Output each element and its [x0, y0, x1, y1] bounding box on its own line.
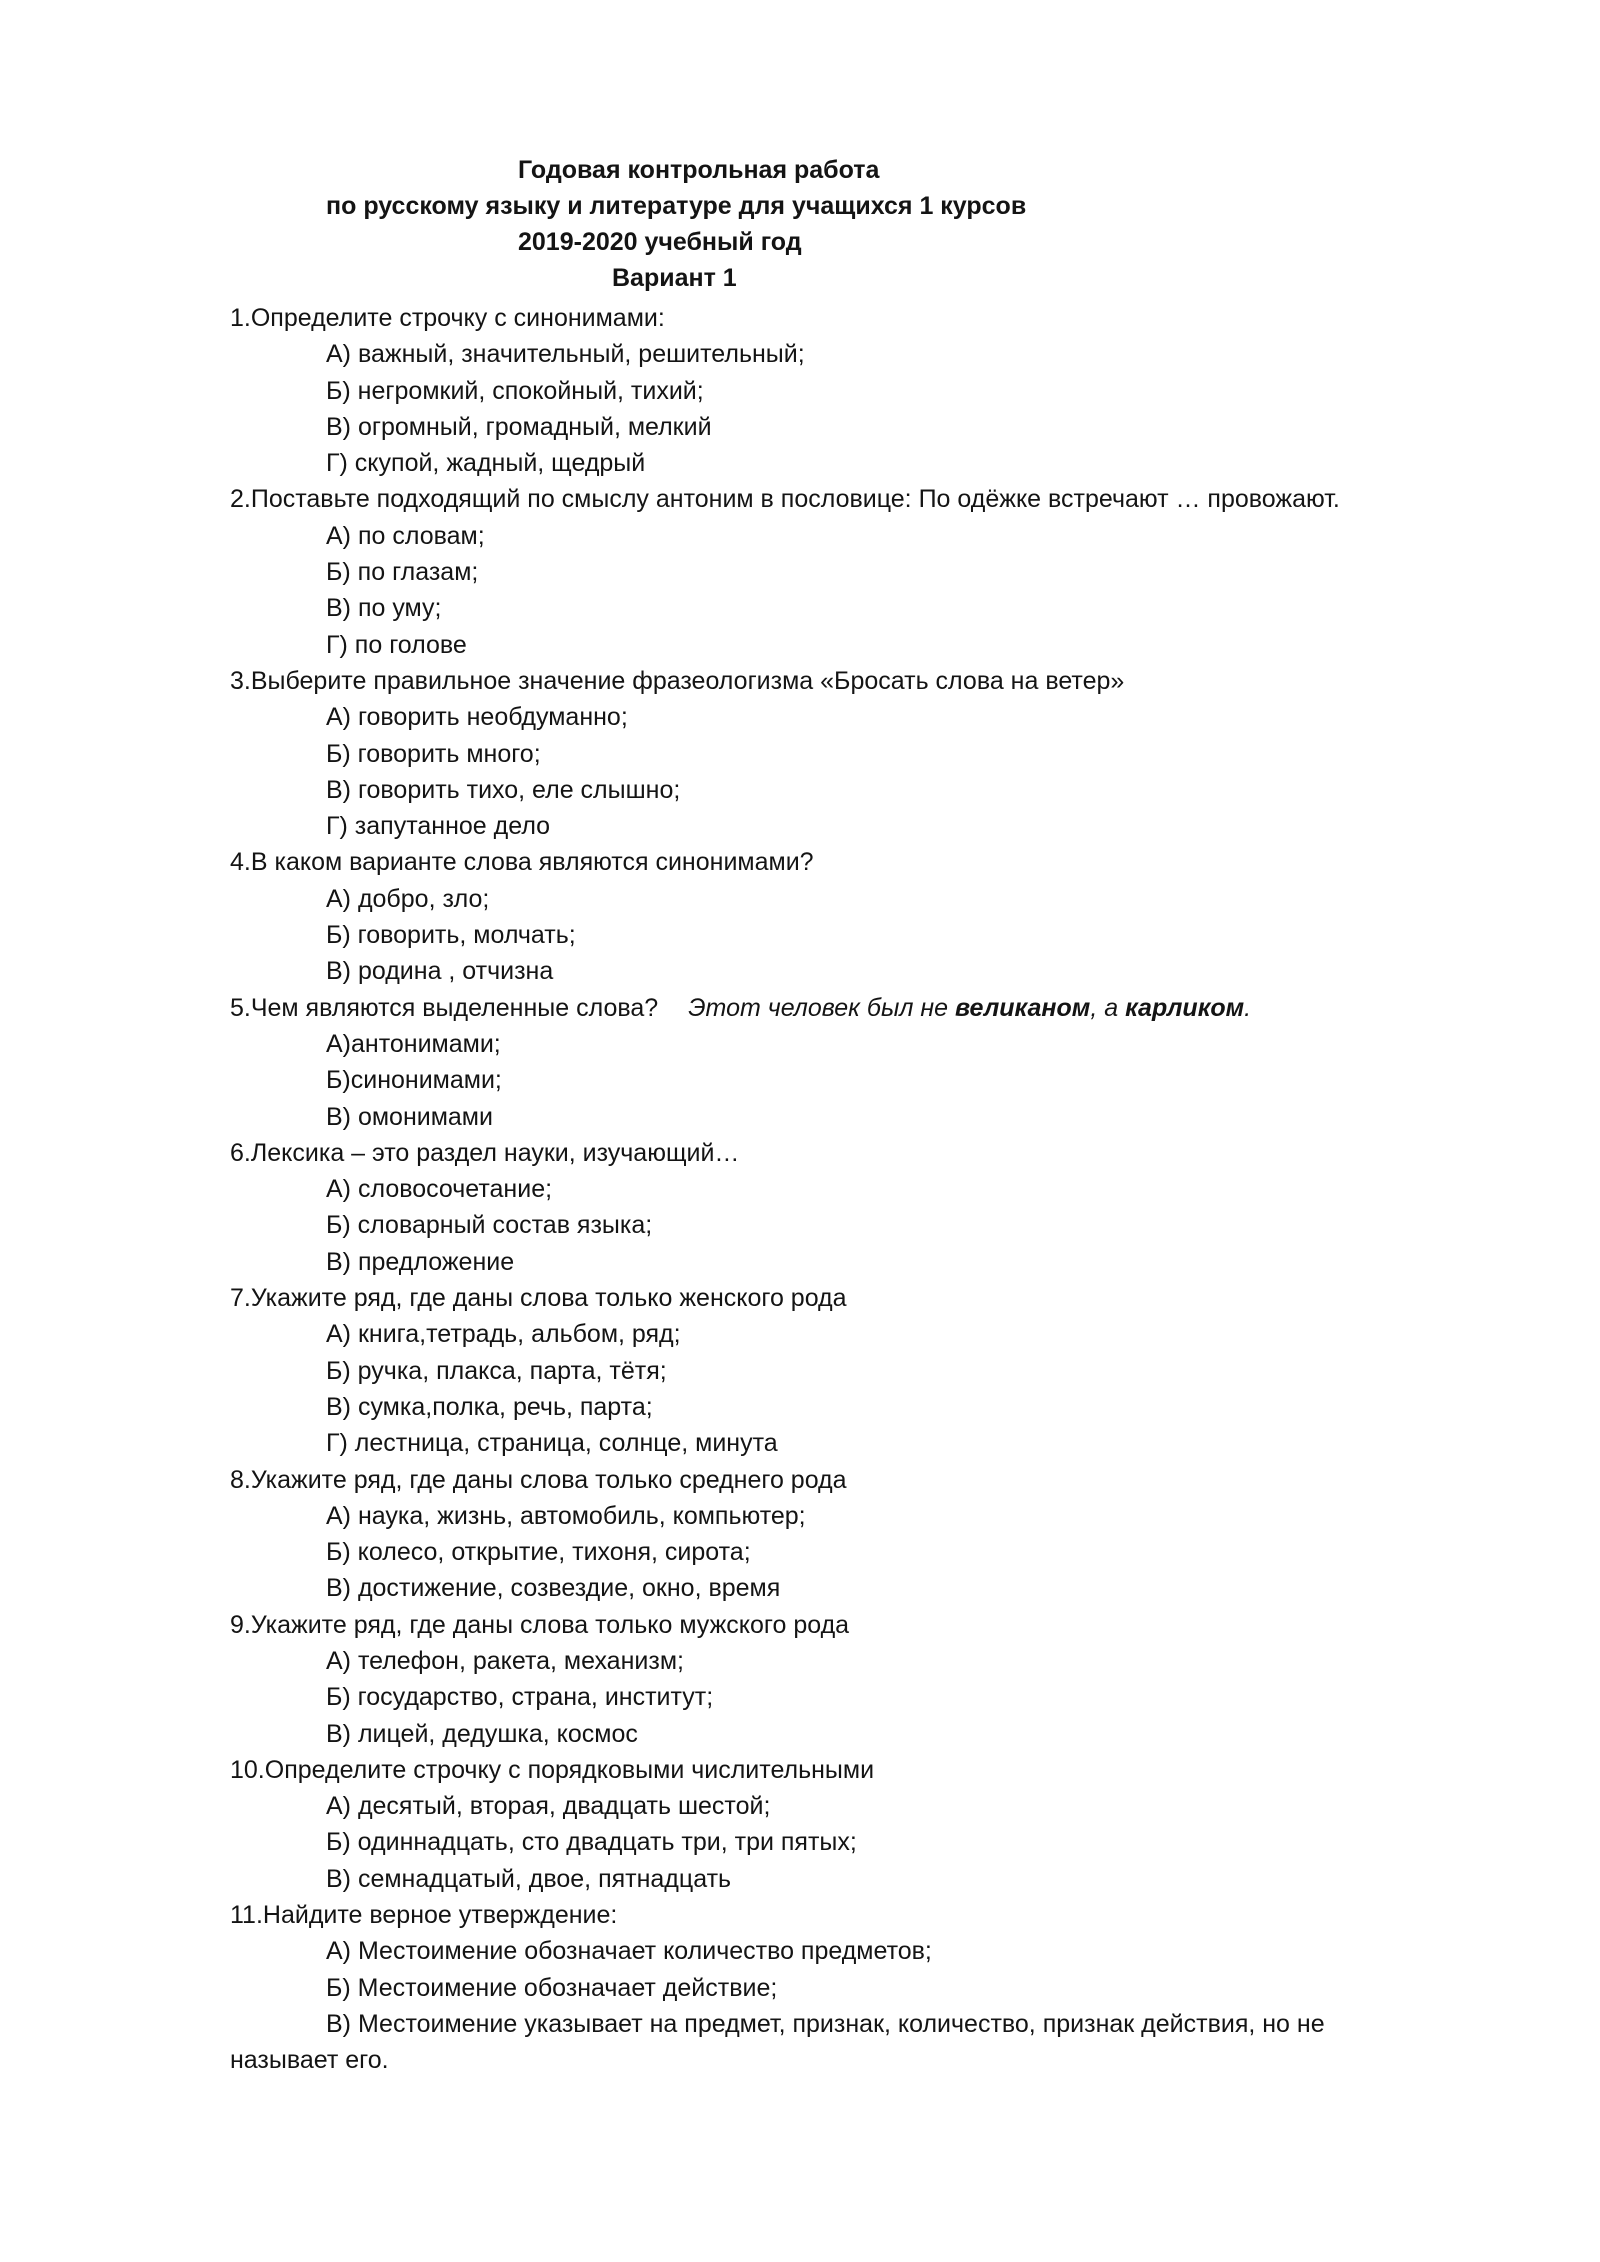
question-text: 4.В каком варианте слова являются синонимами? — [230, 848, 814, 877]
answer-option: Г) запутанное дело — [326, 812, 551, 841]
answer-option: Б) говорить, молчать; — [326, 921, 576, 950]
answer-option: А) Местоимение обозначает количество предметов; — [326, 1937, 932, 1966]
question-line — [230, 300, 1460, 336]
question-text: 1.Определите строчку с синонимами: — [230, 304, 665, 332]
answer-option: А) по словам; — [326, 521, 485, 550]
answer-option: Б) одиннадцать, сто двадцать три, три пятых; — [326, 1828, 857, 1857]
example-text: , а — [1090, 993, 1126, 1022]
answer-option: Б) колесо, открытие, тихоня, сирота; — [326, 1538, 751, 1567]
example-text: . — [1244, 993, 1252, 1022]
question-block — [230, 481, 1460, 662]
question-block — [230, 663, 1460, 844]
answer-option: Г) скупой, жадный, щедрый — [326, 449, 646, 478]
answer-option: А) книга,тетрадь, альбом, ряд; — [326, 1320, 681, 1349]
question-block — [230, 1752, 1460, 1897]
question-line — [230, 1607, 1460, 1643]
question-text: 5.Чем являются выделенные слова? — [230, 993, 659, 1022]
answer-option: Б) по глазам; — [326, 558, 479, 587]
answer-option: Б) говорить много; — [326, 739, 541, 768]
question-text: 6.Лексика – это раздел науки, изучающий… — [230, 1138, 740, 1167]
questions-list — [230, 300, 1460, 2079]
question-block — [230, 1607, 1460, 1752]
answer-option: А) словосочетание; — [326, 1175, 553, 1204]
answer-option: В) по уму; — [326, 594, 442, 623]
answer-option: Б) негромкий, спокойный, тихий; — [326, 376, 704, 405]
answer-option: В) огромный, громадный, мелкий — [326, 412, 712, 441]
answer-option-continuation: называет его. — [230, 2046, 389, 2075]
highlighted-word: карликом — [1125, 993, 1245, 1022]
question-block — [230, 1280, 1460, 1461]
answer-option: А) десятый, вторая, двадцать шестой; — [326, 1792, 771, 1821]
answer-option: В) Местоимение указывает на предмет, признак, количество, признак действия, но не — [326, 2009, 1325, 2038]
variant-line: Вариант 1 — [612, 264, 737, 292]
question-line — [230, 663, 1460, 699]
question-text: 3.Выберите правильное значение фразеологизма «Бросать слова на ветер» — [230, 666, 1125, 695]
school-year-line: 2019-2020 учебный год — [518, 228, 802, 256]
question-text: 9.Укажите ряд, где даны слова только мужского рода — [230, 1610, 850, 1639]
answer-option: В) семнадцатый, двое, пятнадцать — [326, 1864, 732, 1893]
document-header — [0, 152, 1600, 300]
question-block — [230, 990, 1460, 1135]
answer-option: А) важный, значительный, решительный; — [326, 340, 805, 369]
answer-option: А) наука, жизнь, автомобиль, компьютер; — [326, 1501, 806, 1530]
answer-option: А) добро, зло; — [326, 884, 490, 913]
question-line — [230, 1897, 1460, 1933]
answer-option: В) сумка,полка, речь, парта; — [326, 1392, 653, 1421]
answer-option: В) родина , отчизна — [326, 957, 554, 986]
answer-option: В) достижение, созвездие, окно, время — [326, 1574, 781, 1603]
answer-option: В) говорить тихо, еле слышно; — [326, 775, 681, 804]
question-block — [230, 1897, 1460, 2078]
answer-option: А) говорить необдуманно; — [326, 703, 628, 732]
question-line — [230, 481, 1460, 517]
title-line: Годовая контрольная работа — [518, 156, 880, 184]
answer-option: Б) государство, страна, институт; — [326, 1683, 714, 1712]
subtitle-line: по русскому языку и литературе для учащихся 1 курсов — [326, 192, 1027, 220]
answer-option: Г) лестница, страница, солнце, минута — [326, 1429, 778, 1458]
question-line — [230, 1280, 1460, 1316]
question-line — [230, 844, 1460, 880]
answer-option: В) предложение — [326, 1247, 515, 1276]
answer-option: А)антонимами; — [326, 1029, 501, 1058]
question-block — [230, 844, 1460, 989]
answer-option: В) лицей, дедушка, космос — [326, 1719, 638, 1748]
question-block — [230, 1462, 1460, 1607]
answer-option: Б)синонимами; — [326, 1066, 502, 1095]
answer-option: Б) словарный состав языка; — [326, 1211, 653, 1240]
question-text: 10.Определите строчку с порядковыми числительными — [230, 1755, 875, 1784]
question-block — [230, 1135, 1460, 1280]
question-line — [230, 1752, 1460, 1788]
question-text: 8.Укажите ряд, где даны слова только среднего рода — [230, 1465, 847, 1494]
answer-option: А) телефон, ракета, механизм; — [326, 1646, 684, 1675]
answer-option: В) омонимами — [326, 1102, 493, 1131]
question-line — [230, 1462, 1460, 1498]
question-line — [230, 990, 1460, 1026]
answer-option: Г) по голове — [326, 630, 467, 659]
question-text: 11.Найдите верное утверждение: — [230, 1901, 618, 1930]
question-line — [230, 1135, 1460, 1171]
example-text: Этот человек был не — [688, 993, 956, 1022]
question-block — [230, 300, 1460, 481]
answer-option: Б) ручка, плакса, парта, тётя; — [326, 1356, 667, 1385]
highlighted-word: великаном — [955, 993, 1091, 1022]
question-text: 2.Поставьте подходящий по смыслу антоним в пословице: По одёжке встречают … провожают. — [230, 485, 1340, 514]
example-sentence — [688, 994, 1251, 1022]
answer-option: Б) Местоимение обозначает действие; — [326, 1973, 778, 2002]
question-text: 7.Укажите ряд, где даны слова только женского рода — [230, 1284, 847, 1313]
